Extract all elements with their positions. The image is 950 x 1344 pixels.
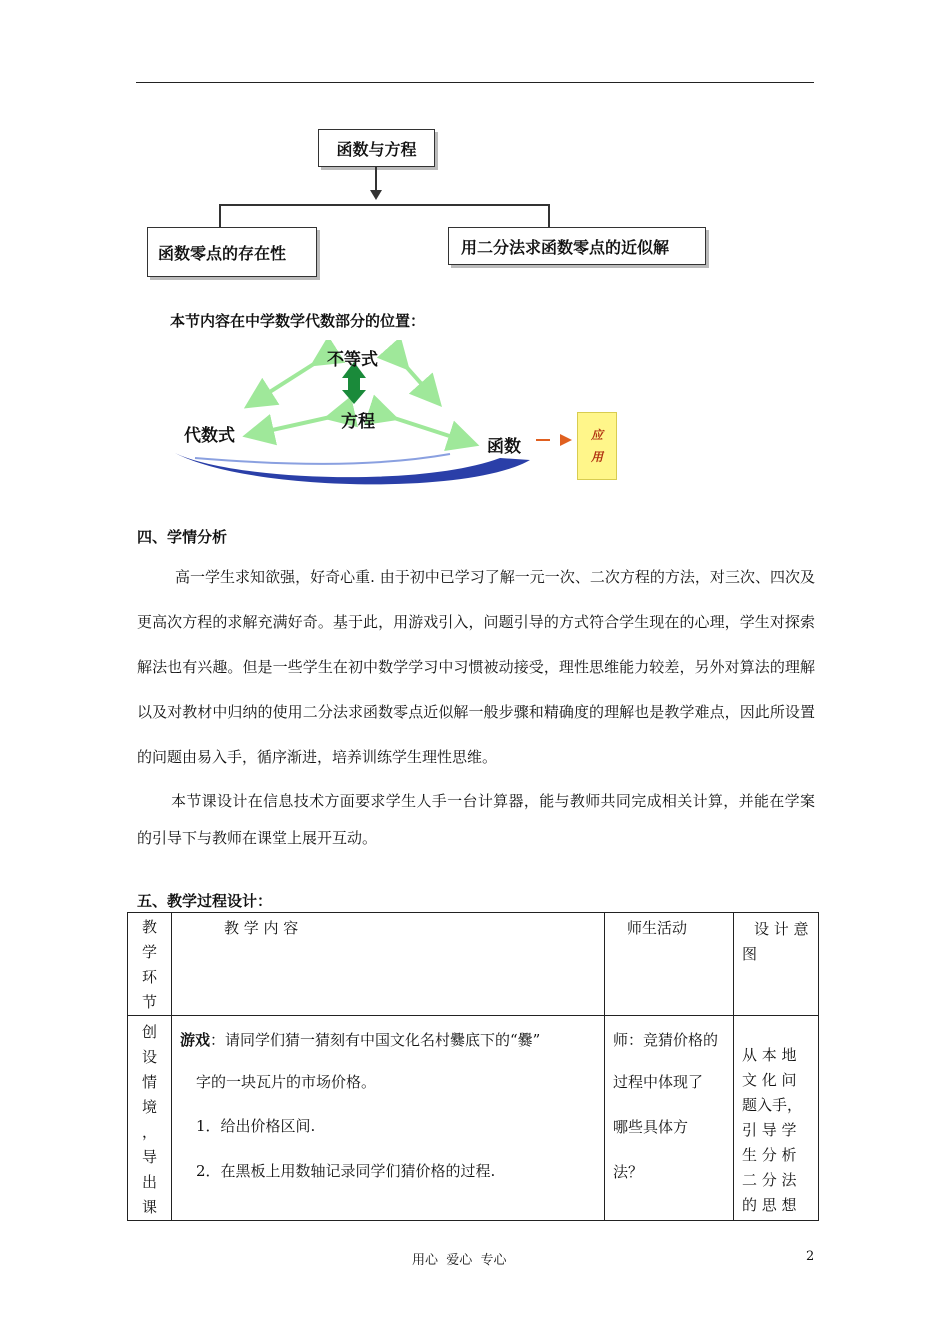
org-right-box xyxy=(448,227,706,265)
header-col4-line1: 设 计 意 xyxy=(754,920,809,938)
row1-col1-char: 课 xyxy=(141,1198,157,1216)
row1-col4 xyxy=(734,1016,819,1221)
row1-col2 xyxy=(172,1016,605,1221)
row1-col4-line: 二 分 法 xyxy=(742,1171,797,1189)
game-text: ：请同学们猜一猜刻有中国文化名村爨底下的“爨” xyxy=(210,1031,541,1049)
footer-center: 用心 爱心 专心 xyxy=(412,1253,507,1268)
apply-arrow-head xyxy=(560,434,574,446)
header-col3-text: 师生活动 xyxy=(627,919,688,937)
row1-col1 xyxy=(128,1016,172,1221)
apply-char-1: 应 xyxy=(590,428,603,442)
header-col2 xyxy=(172,913,605,1016)
org-right-drop xyxy=(548,204,550,228)
row1-col4-line: 从 本 地 xyxy=(742,1046,797,1064)
org-left-label: 函数零点的存在性 xyxy=(158,243,287,263)
row1-col4-line: 文 化 问 xyxy=(742,1071,797,1089)
row1-col1-char: 导 xyxy=(141,1148,157,1166)
org-arrow-head xyxy=(370,190,382,200)
row1-col3 xyxy=(605,1016,734,1221)
table-row xyxy=(128,1016,819,1221)
row1-col4-line: 题入手， xyxy=(742,1096,803,1114)
header-col1-char: 环 xyxy=(141,968,157,986)
row1-col4-line: 生 分 析 xyxy=(742,1146,797,1164)
header-rule xyxy=(136,82,814,83)
step1: 1．给出价格区间. xyxy=(196,1117,316,1135)
org-stem xyxy=(375,166,377,192)
arrow-budengshi-daishushi xyxy=(254,360,320,402)
blue-swoosh xyxy=(175,453,530,484)
apply-box xyxy=(577,412,617,480)
row1-col4-line: 的 思 想 xyxy=(742,1196,797,1214)
row1-col1-char: 创 xyxy=(141,1023,157,1041)
org-top-box xyxy=(318,129,435,167)
section4-para1 xyxy=(137,555,815,780)
row1-col1-char: 设 xyxy=(141,1048,157,1066)
org-left-box xyxy=(147,227,317,277)
header-col4 xyxy=(734,913,819,1016)
arrow-fangcheng-hanshu xyxy=(388,416,468,442)
process-table xyxy=(127,912,819,1221)
section4-para2-text: 本节课设计在信息技术方面要求学生人手一台计算器，能与教师共同完成相关计算，并能在学案的引导下与教师在课堂上展开互动。 xyxy=(137,792,815,847)
section4-para1-text: 高一学生求知欲强，好奇心重. 由于初中已学习了解一元一次、二次方程的方法，对三次、四次及更高次方程的求解充满好奇。基于此，用游戏引入，问题引导的方式符合学生现在的心理，学生对探索解法也有兴趣。但是一些学生在初中数学学习中习惯被动接受，理性思维能力较差，另外对算法的理解以及对教材中归纳的使用二分法求函数零点近似解一般步骤和精确度的理解也是教学难点，因此所设置的问题由易入手，循序渐进，培养训练学生理性思维。 xyxy=(137,568,815,766)
header-col1-char: 学 xyxy=(141,943,157,961)
row1-col3-line: 哪些具体方 xyxy=(613,1118,689,1136)
row1-col3-line: 法？ xyxy=(613,1163,644,1181)
header-col2-text: 教 学 内 容 xyxy=(224,919,299,937)
node-daishushi: 代数式 xyxy=(184,426,235,446)
header-col3 xyxy=(605,913,734,1016)
game-label: 游戏 xyxy=(180,1031,211,1049)
header-col1 xyxy=(128,913,172,1016)
node-budengshi: 不等式 xyxy=(327,350,378,370)
page-number: 2 xyxy=(806,1249,815,1264)
org-left-drop xyxy=(219,204,221,228)
game-cont: 字的一块瓦片的市场价格。 xyxy=(196,1073,377,1091)
org-hbar xyxy=(219,204,549,206)
row1-col1-char: 情 xyxy=(141,1073,157,1091)
step2: 2．在黑板上用数轴记录同学们猜价格的过程. xyxy=(196,1162,496,1180)
blue-swoosh-highlight xyxy=(195,454,450,464)
node-fangcheng: 方程 xyxy=(341,412,375,432)
row1-col1-char: 境 xyxy=(141,1098,157,1116)
apply-char-2: 用 xyxy=(590,450,603,464)
section4-para2 xyxy=(137,783,815,857)
node-hanshu: 函数 xyxy=(487,437,521,457)
header-col1-char: 节 xyxy=(141,993,157,1011)
arrow-fangcheng-daishushi xyxy=(254,416,335,434)
row1-col1-char: ， xyxy=(141,1123,157,1141)
row1-col1-char: 出 xyxy=(141,1173,157,1191)
table-header-row xyxy=(128,913,819,1016)
section4-heading: 四、学情分析 xyxy=(137,528,228,546)
position-caption: 本节内容在中学数学代数部分的位置： xyxy=(170,312,426,330)
org-top-label: 函数与方程 xyxy=(336,139,417,159)
arrow-budengshi-hanshu xyxy=(402,362,434,398)
section5-heading: 五、教学过程设计： xyxy=(137,892,273,910)
game-line xyxy=(180,1020,598,1060)
org-right-label: 用二分法求函数零点的近似解 xyxy=(461,237,670,257)
row1-col3-line: 过程中体现了 xyxy=(613,1073,704,1091)
header-col1-char: 教 xyxy=(141,918,157,936)
row1-col4-line: 引 导 学 xyxy=(742,1121,797,1139)
row1-col3-line: 师：竞猜价格的 xyxy=(613,1031,719,1049)
header-col4-line2: 图 xyxy=(742,945,758,963)
